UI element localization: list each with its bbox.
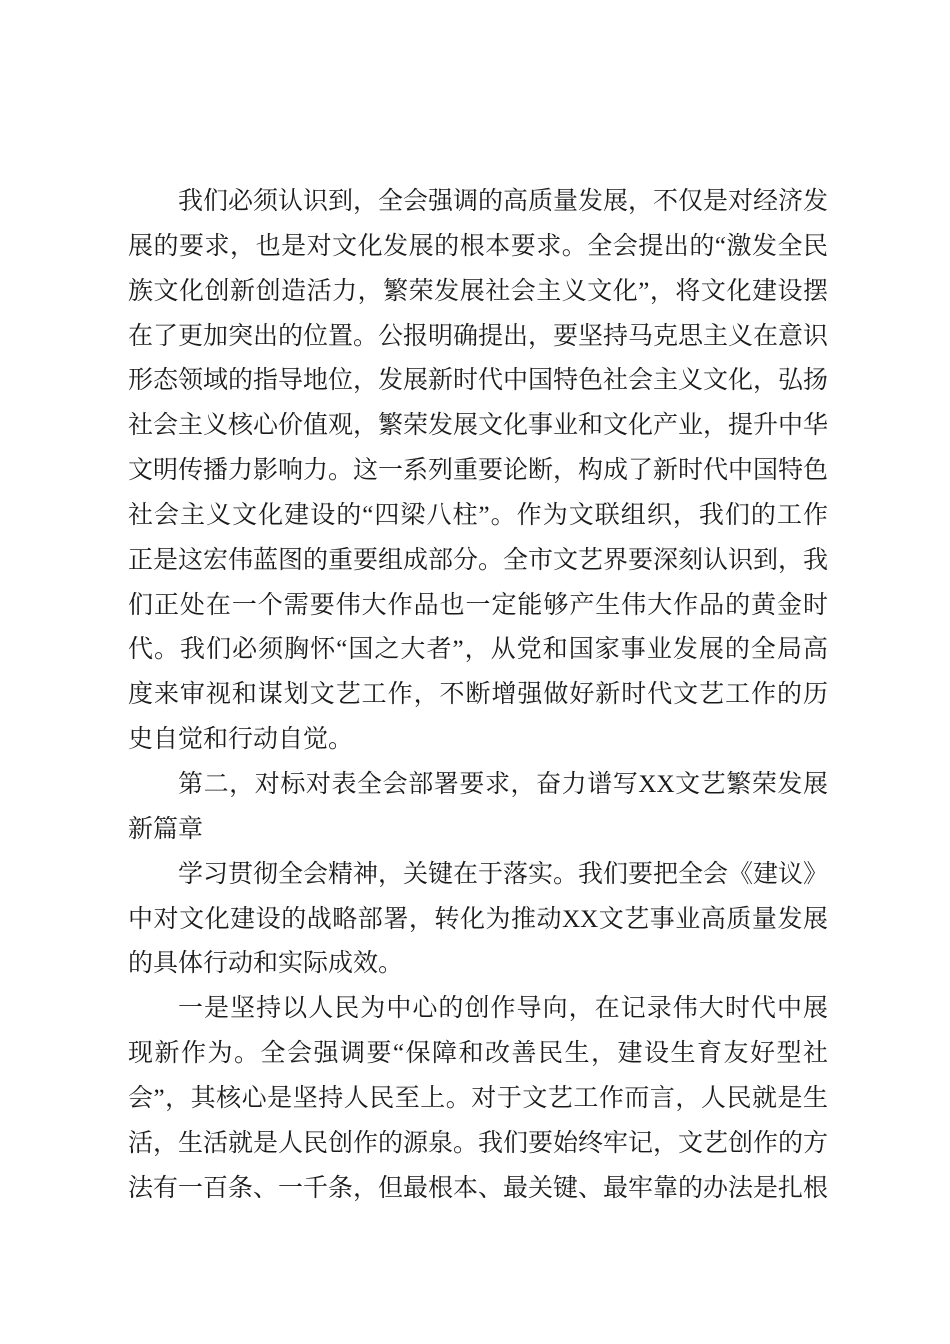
text-line-heading: 第二，对标对表全会部署要求，奋力谱写XX文艺繁荣发展 (178, 770, 828, 798)
text-line: 文明传播力影响力。这一系列重要论断，构成了新时代中国特色 (128, 457, 829, 485)
text-line: 社会主义文化建设的“四梁八柱”。作为文联组织，我们的工作 (128, 501, 828, 529)
text-line: 现新作为。全会强调要“保障和改善民生，建设生育友好型社 (128, 1040, 828, 1068)
document-text-block (128, 180, 828, 1211)
text-line: 形态领域的指导地位，发展新时代中国特色社会主义文化，弘扬 (128, 367, 829, 395)
text-line: 正是这宏伟蓝图的重要组成部分。全市文艺界要深刻认识到，我 (128, 546, 829, 574)
text-line: 度来审视和谋划文艺工作，不断增强做好新时代文艺工作的历 (128, 681, 828, 709)
text-line: 法有一百条、一千条，但最根本、最关键、最牢靠的办法是扎根 (128, 1174, 829, 1202)
text-line: 我们必须认识到，全会强调的高质量发展，不仅是对经济发 (178, 188, 829, 215)
text-line: 一是坚持以人民为中心的创作导向，在记录伟大时代中展 (178, 995, 828, 1023)
text-line: 社会主义核心价值观，繁荣发展文化事业和文化产业，提升中华 (128, 412, 829, 440)
text-line: 史自觉和行动自觉。 (128, 726, 354, 754)
text-line: 代。我们必须胸怀“国之大者”，从党和国家事业发展的全局高 (128, 636, 828, 664)
text-line: 中对文化建设的战略部署，转化为推动XX文艺事业高质量发展 (128, 905, 828, 933)
text-line: 们正处在一个需要伟大作品也一定能够产生伟大作品的黄金时 (128, 591, 828, 619)
text-line: 族文化创新创造活力，繁荣发展社会主义文化”，将文化建设摆 (128, 277, 828, 305)
text-line: 在了更加突出的位置。公报明确提出，要坚持马克思主义在意识 (128, 322, 829, 350)
text-line: 展的要求，也是对文化发展的根本要求。全会提出的“激发全民 (128, 232, 828, 260)
text-line: 学习贯彻全会精神，关键在于落实。我们要把全会《建议》 (178, 860, 829, 888)
text-line: 活，生活就是人民创作的源泉。我们要始终牢记，文艺创作的方 (128, 1129, 829, 1157)
text-line: 会”，其核心是坚持人民至上。对于文艺工作而言，人民就是生 (128, 1084, 828, 1112)
text-line: 的具体行动和实际成效。 (128, 950, 404, 978)
text-line-heading: 新篇章 (128, 815, 204, 843)
